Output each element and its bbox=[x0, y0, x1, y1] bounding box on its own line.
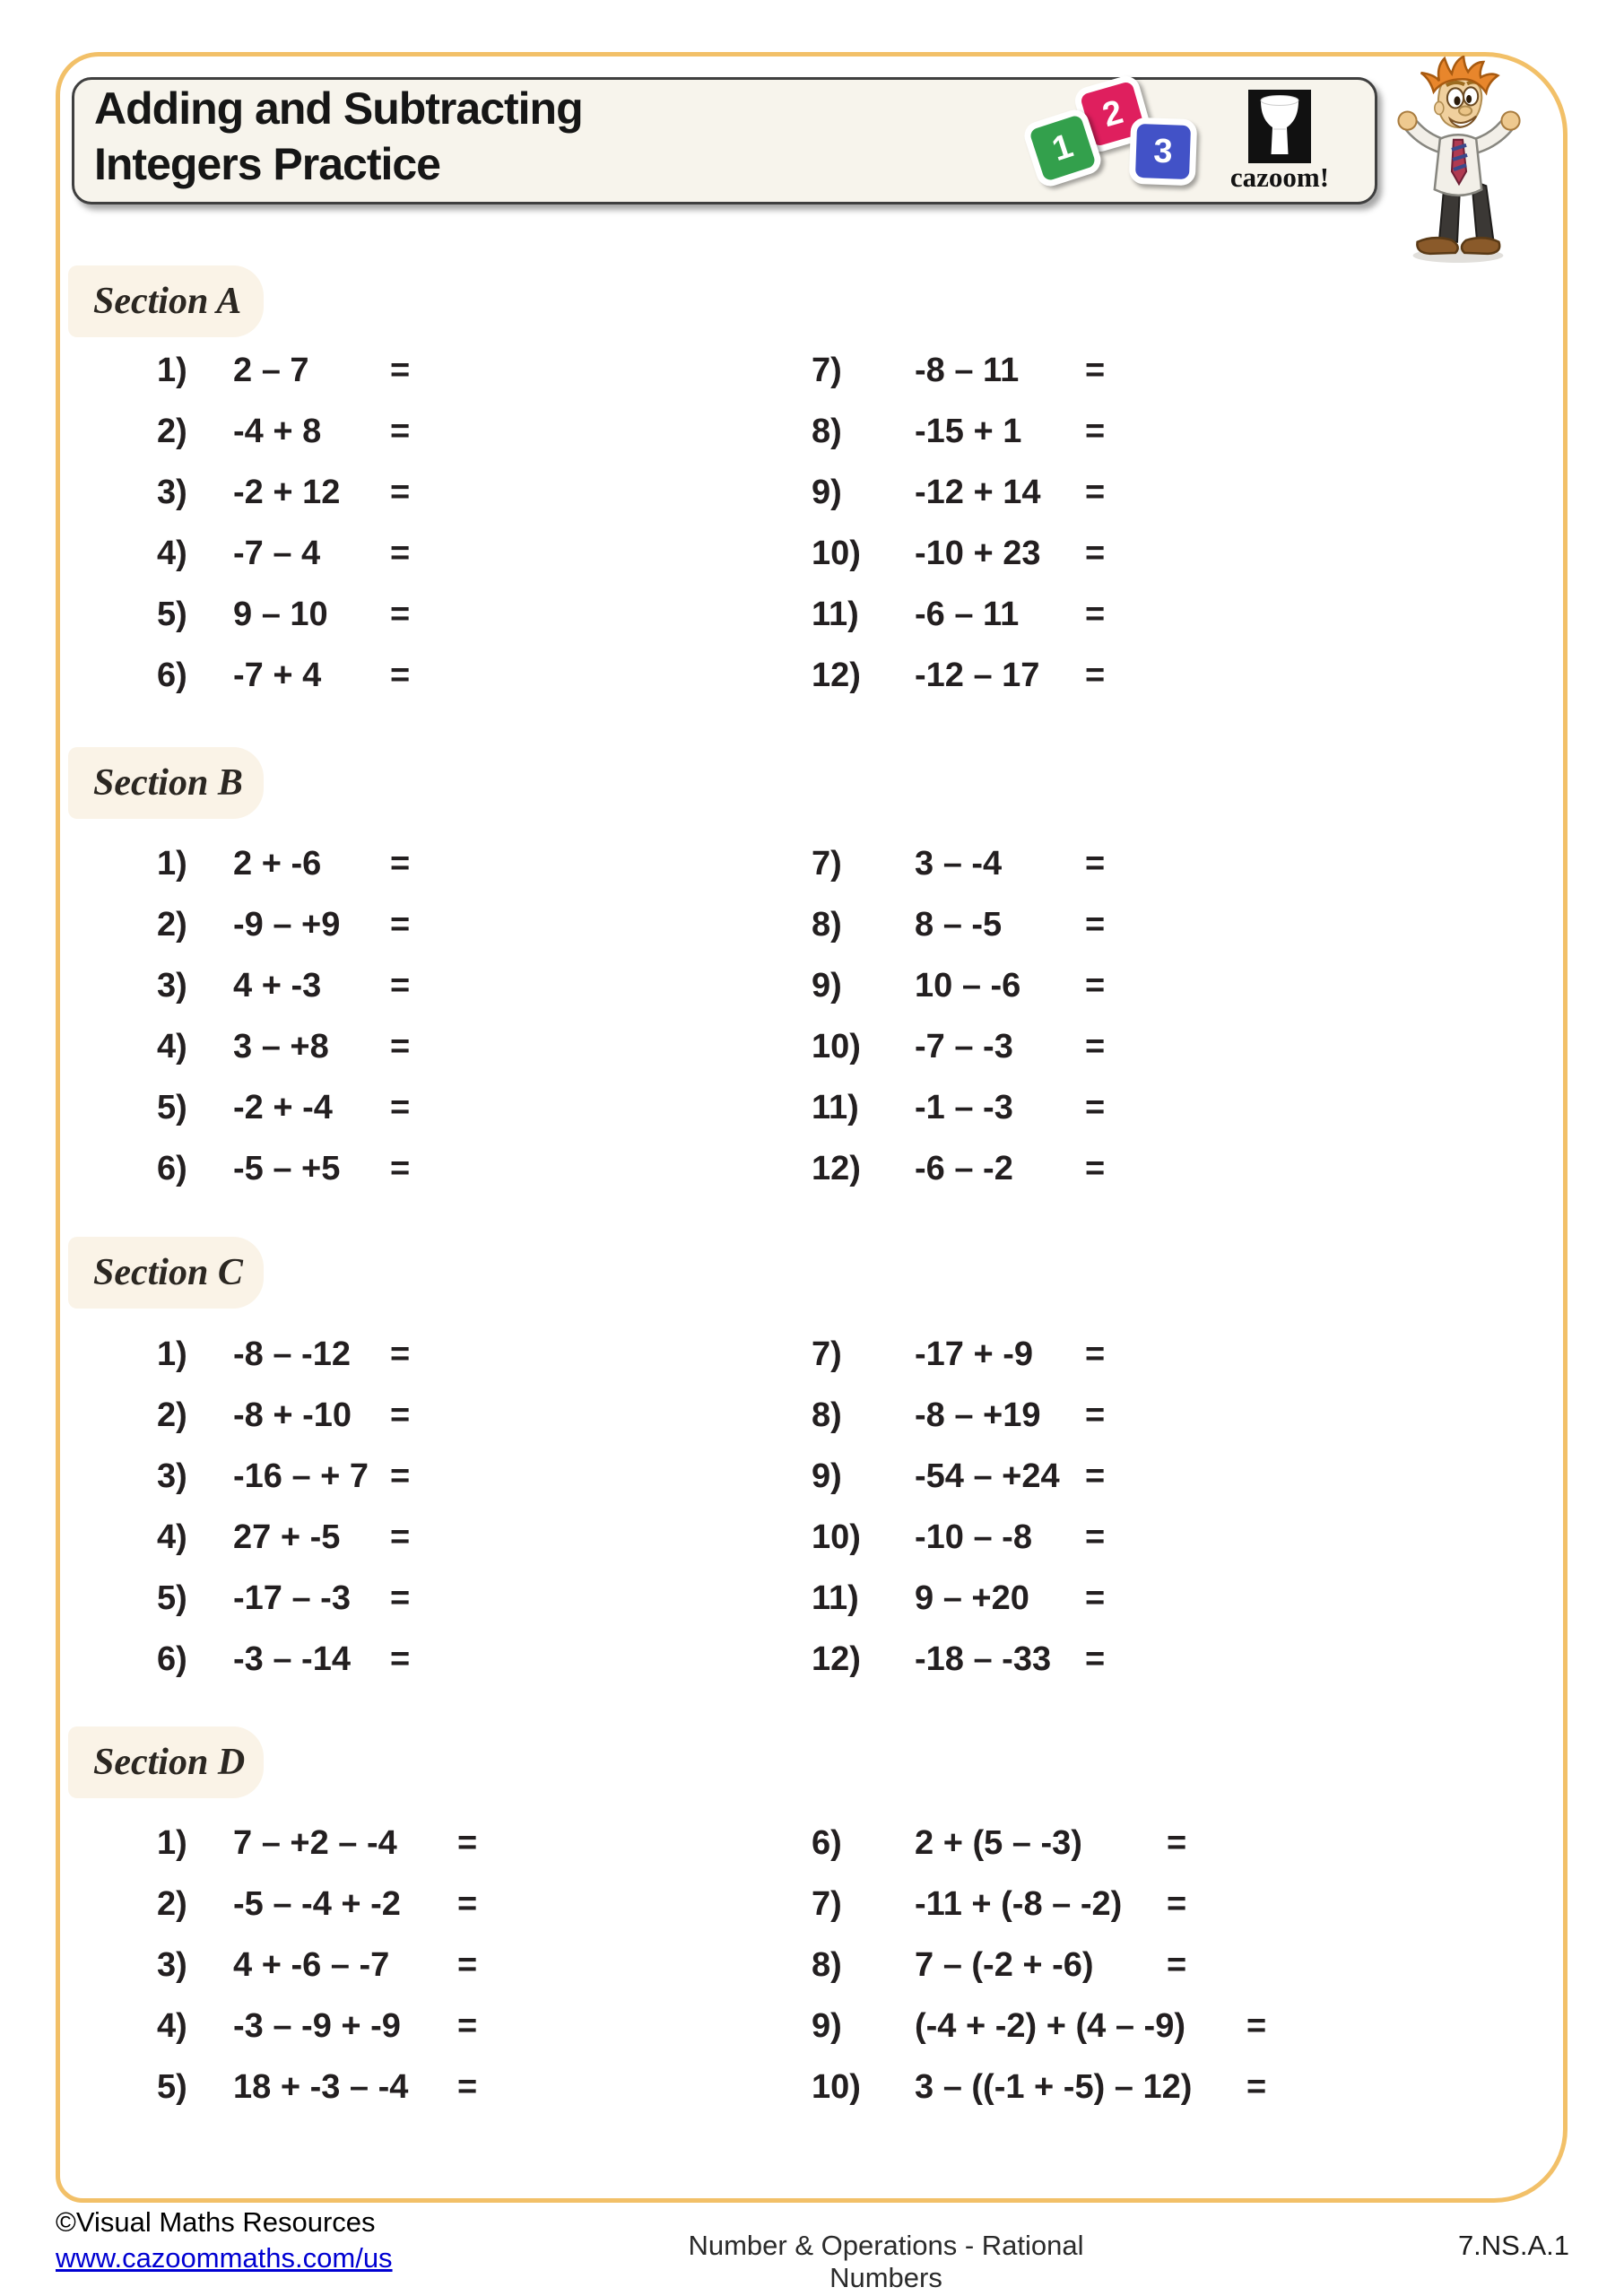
problem-expression: 2 – 7 bbox=[233, 351, 309, 389]
equals-sign: = bbox=[390, 1028, 411, 1065]
problem-number: 2) bbox=[157, 1396, 187, 1434]
section-heading bbox=[68, 1237, 264, 1309]
problem-number: 7) bbox=[812, 844, 842, 883]
problem-number: 3) bbox=[157, 1945, 187, 1984]
equals-sign: = bbox=[1085, 1518, 1106, 1556]
problem-number: 5) bbox=[157, 1088, 187, 1126]
problem-expression: -2 + -4 bbox=[233, 1088, 333, 1126]
problem-row bbox=[812, 1455, 1439, 1498]
section-heading-text: Section B bbox=[93, 762, 243, 804]
problem-number: 8) bbox=[812, 1396, 842, 1434]
problem-number: 5) bbox=[157, 595, 187, 633]
problem-row bbox=[157, 1822, 785, 1865]
problem-number: 1) bbox=[157, 1335, 187, 1373]
problem-row bbox=[812, 471, 1439, 514]
problem-expression: -18 – -33 bbox=[915, 1639, 1052, 1678]
problem-expression: -12 + 14 bbox=[915, 473, 1041, 511]
problem-row bbox=[157, 2005, 785, 2048]
problem-number: 2) bbox=[157, 1884, 187, 1923]
footer-url-link[interactable]: www.cazoommaths.com/us bbox=[56, 2242, 393, 2274]
problem-row bbox=[812, 349, 1439, 392]
equals-sign: = bbox=[1085, 967, 1106, 1004]
problem-expression: -7 – -3 bbox=[915, 1027, 1013, 1065]
equals-sign: = bbox=[1085, 1396, 1106, 1434]
problem-row bbox=[812, 1333, 1439, 1376]
equals-sign: = bbox=[457, 1824, 478, 1862]
problem-row bbox=[812, 1025, 1439, 1068]
equals-sign: = bbox=[390, 352, 411, 389]
problem-row bbox=[157, 842, 785, 885]
equals-sign: = bbox=[390, 1518, 411, 1556]
problem-expression: -1 – -3 bbox=[915, 1088, 1013, 1126]
equals-sign: = bbox=[390, 906, 411, 944]
problem-number: 7) bbox=[812, 351, 842, 389]
mascot-illustration bbox=[1388, 56, 1528, 264]
problem-row bbox=[157, 1147, 785, 1190]
problem-expression: 18 + -3 – -4 bbox=[233, 2067, 409, 2106]
problem-number: 8) bbox=[812, 1945, 842, 1984]
problem-number: 10) bbox=[812, 534, 861, 572]
equals-sign: = bbox=[1085, 906, 1106, 944]
problem-number: 9) bbox=[812, 473, 842, 511]
equals-sign: = bbox=[390, 1335, 411, 1373]
problem-number: 4) bbox=[157, 1518, 187, 1556]
section-heading-text: Section C bbox=[93, 1252, 243, 1293]
problem-number: 3) bbox=[157, 966, 187, 1004]
problem-number: 11) bbox=[812, 595, 859, 633]
problem-number: 9) bbox=[812, 2006, 842, 2045]
problem-expression: -15 + 1 bbox=[915, 412, 1022, 450]
equals-sign: = bbox=[390, 1396, 411, 1434]
problem-expression: -8 – +19 bbox=[915, 1396, 1041, 1434]
problem-row bbox=[812, 842, 1439, 885]
equals-sign: = bbox=[1085, 413, 1106, 450]
problem-expression: 3 – -4 bbox=[915, 844, 1003, 883]
problem-expression: 7 – (-2 + -6) bbox=[915, 1945, 1094, 1984]
problem-expression: -9 – +9 bbox=[233, 905, 341, 944]
number-tile-3 bbox=[1129, 117, 1198, 187]
problem-expression: -17 – -3 bbox=[233, 1578, 351, 1617]
problem-number: 10) bbox=[812, 2067, 861, 2106]
problem-row bbox=[157, 1394, 785, 1437]
problem-expression: 3 – ((-1 + -5) – 12) bbox=[915, 2067, 1193, 2106]
page-title bbox=[94, 81, 583, 192]
equals-sign: = bbox=[1085, 1150, 1106, 1187]
problem-row bbox=[157, 1086, 785, 1129]
equals-sign: = bbox=[1085, 596, 1106, 633]
problem-expression: 27 + -5 bbox=[233, 1518, 341, 1556]
problem-number: 9) bbox=[812, 1457, 842, 1495]
problem-row bbox=[812, 1638, 1439, 1681]
problem-row bbox=[157, 903, 785, 946]
equals-sign: = bbox=[457, 1885, 478, 1923]
equals-sign: = bbox=[1085, 845, 1106, 883]
problem-number: 3) bbox=[157, 1457, 187, 1495]
problem-row bbox=[812, 532, 1439, 575]
problem-number: 7) bbox=[812, 1884, 842, 1923]
problem-number: 4) bbox=[157, 2006, 187, 2045]
problem-number: 7) bbox=[812, 1335, 842, 1373]
problem-number: 12) bbox=[812, 1149, 861, 1187]
problem-number: 2) bbox=[157, 412, 187, 450]
problem-row bbox=[157, 1455, 785, 1498]
problem-row bbox=[812, 1883, 1439, 1926]
problem-expression: -2 + 12 bbox=[233, 473, 341, 511]
problem-row bbox=[157, 1333, 785, 1376]
footer-standard-code: 7.NS.A.1 bbox=[1457, 2230, 1569, 2261]
problem-row bbox=[157, 1577, 785, 1620]
page-title-line1: Adding and Subtracting bbox=[94, 83, 583, 134]
problem-row bbox=[157, 532, 785, 575]
problem-number: 10) bbox=[812, 1027, 861, 1065]
equals-sign: = bbox=[390, 845, 411, 883]
equals-sign: = bbox=[390, 413, 411, 450]
problem-number: 6) bbox=[157, 656, 187, 694]
equals-sign: = bbox=[1085, 352, 1106, 389]
equals-sign: = bbox=[390, 967, 411, 1004]
problem-expression: -10 + 23 bbox=[915, 534, 1041, 572]
problem-number: 1) bbox=[157, 1823, 187, 1862]
equals-sign: = bbox=[390, 657, 411, 694]
cazoom-drum-icon bbox=[1248, 90, 1311, 163]
problem-number: 4) bbox=[157, 534, 187, 572]
problem-expression: -4 + 8 bbox=[233, 412, 322, 450]
problem-number: 12) bbox=[812, 1639, 861, 1678]
equals-sign: = bbox=[390, 1150, 411, 1187]
tile-3-label: 3 bbox=[1152, 132, 1174, 170]
problem-expression: 4 + -6 – -7 bbox=[233, 1945, 390, 1984]
problem-row bbox=[157, 1883, 785, 1926]
equals-sign: = bbox=[390, 1579, 411, 1617]
problem-row bbox=[812, 410, 1439, 453]
problem-number: 2) bbox=[157, 905, 187, 944]
problem-row bbox=[812, 1944, 1439, 1987]
problem-number: 8) bbox=[812, 412, 842, 450]
problem-row bbox=[812, 1577, 1439, 1620]
equals-sign: = bbox=[1246, 2068, 1267, 2106]
equals-sign: = bbox=[390, 1457, 411, 1495]
problem-expression: -10 – -8 bbox=[915, 1518, 1032, 1556]
problem-expression: -17 + -9 bbox=[915, 1335, 1034, 1373]
problem-row bbox=[812, 1086, 1439, 1129]
problem-expression: 2 + (5 – -3) bbox=[915, 1823, 1082, 1862]
problem-expression: -11 + (-8 – -2) bbox=[915, 1884, 1123, 1923]
equals-sign: = bbox=[1085, 1640, 1106, 1678]
problem-expression: -5 – -4 + -2 bbox=[233, 1884, 401, 1923]
problem-number: 1) bbox=[157, 844, 187, 883]
problem-expression: 3 – +8 bbox=[233, 1027, 329, 1065]
equals-sign: = bbox=[1085, 1579, 1106, 1617]
problem-expression: (-4 + -2) + (4 – -9) bbox=[915, 2006, 1185, 2045]
problem-expression: -3 – -9 + -9 bbox=[233, 2006, 401, 2045]
problem-number: 9) bbox=[812, 966, 842, 1004]
page-title-line2: Integers Practice bbox=[94, 139, 440, 189]
problem-number: 4) bbox=[157, 1027, 187, 1065]
problem-row bbox=[812, 654, 1439, 697]
problem-row bbox=[812, 2005, 1439, 2048]
problem-number: 5) bbox=[157, 2067, 187, 2106]
equals-sign: = bbox=[1085, 657, 1106, 694]
section-heading bbox=[68, 747, 264, 819]
problem-expression: -7 + 4 bbox=[233, 656, 322, 694]
problem-expression: 10 – -6 bbox=[915, 966, 1021, 1004]
problem-expression: 4 + -3 bbox=[233, 966, 322, 1004]
equals-sign: = bbox=[1167, 1824, 1187, 1862]
problem-number: 8) bbox=[812, 905, 842, 944]
equals-sign: = bbox=[1246, 2007, 1267, 2045]
problem-expression: -12 – 17 bbox=[915, 656, 1040, 694]
problem-expression: -16 – + 7 bbox=[233, 1457, 369, 1495]
equals-sign: = bbox=[1085, 1335, 1106, 1373]
problem-expression: -7 – 4 bbox=[233, 534, 321, 572]
problem-row bbox=[157, 410, 785, 453]
problem-row bbox=[157, 1025, 785, 1068]
problem-row bbox=[812, 964, 1439, 1007]
tile-1-label: 1 bbox=[1047, 126, 1078, 169]
problem-number: 3) bbox=[157, 473, 187, 511]
problem-row bbox=[812, 1147, 1439, 1190]
section-heading bbox=[68, 1726, 264, 1798]
equals-sign: = bbox=[390, 1089, 411, 1126]
problem-number: 12) bbox=[812, 656, 861, 694]
brand-wordmark: cazoom! bbox=[1229, 161, 1330, 193]
problem-row bbox=[812, 1516, 1439, 1559]
problem-number: 6) bbox=[157, 1639, 187, 1678]
problem-row bbox=[157, 1944, 785, 1987]
problem-expression: -8 – 11 bbox=[915, 351, 1020, 389]
problem-expression: -8 – -12 bbox=[233, 1335, 351, 1373]
equals-sign: = bbox=[457, 1946, 478, 1984]
problem-number: 10) bbox=[812, 1518, 861, 1556]
problem-row bbox=[812, 1822, 1439, 1865]
equals-sign: = bbox=[1085, 1028, 1106, 1065]
equals-sign: = bbox=[457, 2007, 478, 2045]
equals-sign: = bbox=[1167, 1946, 1187, 1984]
problem-expression: 8 – -5 bbox=[915, 905, 1003, 944]
section-heading-text: Section D bbox=[93, 1742, 246, 1783]
equals-sign: = bbox=[1085, 474, 1106, 511]
problem-row bbox=[157, 593, 785, 636]
equals-sign: = bbox=[457, 2068, 478, 2106]
equals-sign: = bbox=[1085, 1457, 1106, 1495]
problem-number: 6) bbox=[157, 1149, 187, 1187]
problem-expression: -3 – -14 bbox=[233, 1639, 351, 1678]
problem-row bbox=[157, 471, 785, 514]
footer-copyright: ©Visual Maths Resources bbox=[56, 2206, 376, 2238]
problem-row bbox=[157, 1638, 785, 1681]
problem-number: 11) bbox=[812, 1578, 859, 1617]
problem-row bbox=[812, 2066, 1439, 2109]
problem-number: 11) bbox=[812, 1088, 859, 1126]
problem-number: 6) bbox=[812, 1823, 842, 1862]
problem-expression: -8 + -10 bbox=[233, 1396, 352, 1434]
problem-number: 1) bbox=[157, 351, 187, 389]
problem-row bbox=[157, 964, 785, 1007]
problem-row bbox=[157, 2066, 785, 2109]
problem-row bbox=[157, 1516, 785, 1559]
problem-expression: 7 – +2 – -4 bbox=[233, 1823, 397, 1862]
problem-expression: 9 – 10 bbox=[233, 595, 328, 633]
equals-sign: = bbox=[1085, 1089, 1106, 1126]
equals-sign: = bbox=[390, 474, 411, 511]
problem-expression: 2 + -6 bbox=[233, 844, 322, 883]
problem-row bbox=[812, 903, 1439, 946]
tile-2-label: 2 bbox=[1098, 92, 1127, 135]
footer-topic: Number & Operations - Rational Numbers bbox=[688, 2230, 1084, 2293]
problem-row bbox=[157, 654, 785, 697]
problem-row bbox=[812, 1394, 1439, 1437]
equals-sign: = bbox=[390, 535, 411, 572]
equals-sign: = bbox=[390, 1640, 411, 1678]
equals-sign: = bbox=[1167, 1885, 1187, 1923]
problem-expression: -5 – +5 bbox=[233, 1149, 341, 1187]
section-heading-text: Section A bbox=[93, 281, 242, 322]
section-heading bbox=[68, 265, 264, 337]
problem-expression: -54 – +24 bbox=[915, 1457, 1060, 1495]
problem-expression: -6 – 11 bbox=[915, 595, 1020, 633]
problem-expression: 9 – +20 bbox=[915, 1578, 1029, 1617]
problem-row bbox=[812, 593, 1439, 636]
problem-number: 5) bbox=[157, 1578, 187, 1617]
problem-expression: -6 – -2 bbox=[915, 1149, 1013, 1187]
equals-sign: = bbox=[1085, 535, 1106, 572]
equals-sign: = bbox=[390, 596, 411, 633]
problem-row bbox=[157, 349, 785, 392]
